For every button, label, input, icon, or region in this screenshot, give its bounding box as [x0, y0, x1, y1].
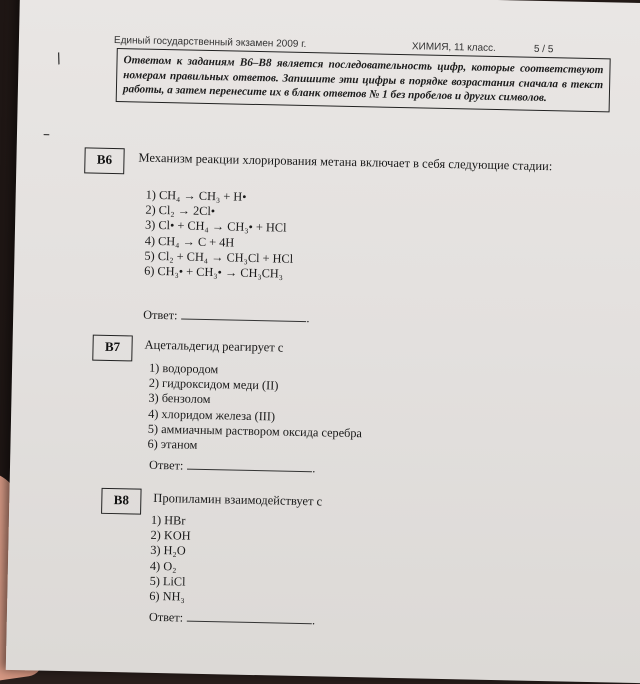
answer-field[interactable]	[149, 610, 316, 628]
answer-line[interactable]	[181, 308, 306, 322]
option-item: 5) Cl₂ + CH₄ → CH₃Cl + HCl	[144, 248, 294, 266]
pen-mark: /	[54, 50, 64, 68]
option-item: 4) CH₄ → C + 4H	[144, 233, 235, 250]
option-item: 3) бензолом	[148, 391, 211, 407]
option-list	[149, 513, 191, 605]
question-text: Пропиламин взаимодействует с	[153, 490, 323, 509]
pen-mark: –	[42, 126, 51, 143]
header-page-number: 5 / 5	[533, 43, 554, 56]
question-number-box: B8	[101, 488, 142, 515]
answer-label: Ответ:	[148, 609, 184, 625]
exam-page	[6, 0, 640, 683]
header-subject: ХИМИЯ, 11 класс.	[411, 41, 496, 54]
answer-label: Ответ:	[148, 457, 184, 473]
option-item: 6) NH₃	[149, 588, 185, 604]
answer-field[interactable]	[143, 308, 310, 326]
option-item: 3) Cl• + CH₄ → CH₃• + HCl	[144, 218, 287, 236]
option-item: 6) этаном	[147, 436, 198, 452]
question-number-box: B6	[84, 147, 125, 174]
option-item: 2) Cl₂ → 2Cl•	[145, 202, 216, 219]
option-item: 5) LiCl	[149, 573, 186, 589]
option-item: 2) гидроксидом меди (II)	[148, 375, 279, 393]
option-list	[147, 361, 363, 457]
option-item: 4) O₂	[149, 558, 177, 573]
question-text: Механизм реакции хлорирования метана включает в себя следующие стадии:	[138, 150, 553, 174]
option-item: 2) KOH	[150, 528, 191, 543]
option-item: 3) H₂O	[150, 543, 186, 558]
option-item: 6) CH₃• + CH₃• → CH₃CH₃	[144, 263, 284, 281]
answer-label: Ответ:	[143, 307, 178, 323]
option-item: 4) хлоридом железа (III)	[148, 406, 276, 423]
answer-period: .	[306, 311, 310, 326]
question-number-box: B7	[92, 335, 133, 362]
answer-line[interactable]	[187, 611, 312, 625]
option-item: 1) водородом	[148, 360, 219, 377]
option-item: 1) HBr	[150, 512, 186, 528]
answer-period: .	[311, 613, 316, 628]
answer-field[interactable]	[149, 458, 316, 476]
question-text: Ацетальдегид реагирует с	[144, 337, 284, 355]
answer-period: .	[312, 461, 316, 476]
page-header	[113, 34, 584, 56]
option-item: 5) аммиачным раствором оксида серебра	[147, 421, 363, 441]
header-exam-title: Единый государственный экзамен 2009 г.	[113, 34, 307, 51]
answer-line[interactable]	[187, 459, 312, 473]
option-item: 1) CH₄ → CH₃ + H•	[145, 187, 247, 204]
instruction-box: Ответом к заданиям В6–В8 является последовательность цифр, которые соответствуют номерам правильных ответов. Запишите эти цифры в порядке возрастания сначала в текст работы, а затем перенесите их в бланк ответов № 1 без пробелов и других символов.	[116, 48, 611, 112]
option-list	[144, 188, 295, 282]
